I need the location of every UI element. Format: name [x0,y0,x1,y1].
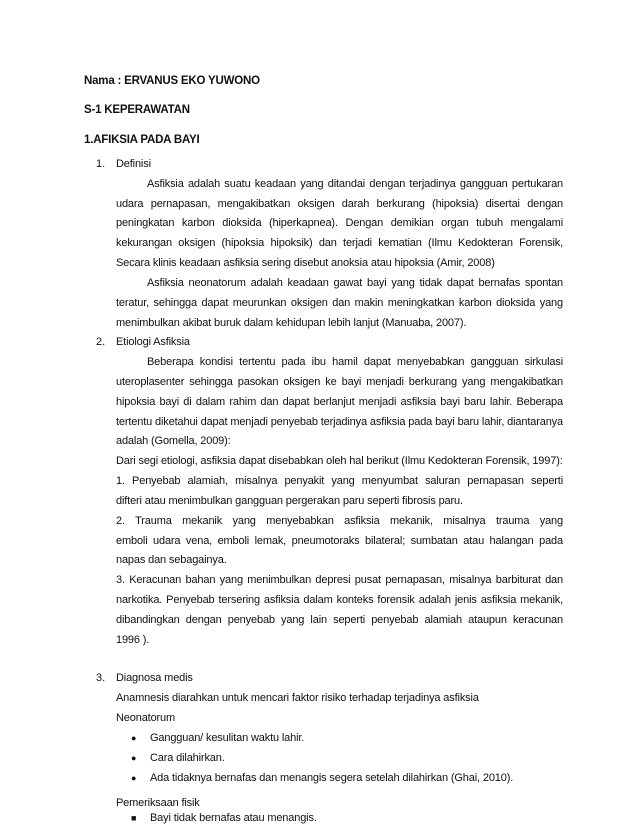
bullet-icon: ■ [131,813,137,823]
section-heading: Diagnosa medis [116,672,193,684]
paragraph-line: Asfiksia adalah suatu keadaan yang ditandai dengan terjadinya gangguan pertukaran [147,178,563,190]
paragraph-line: kekurangan oksigen (hipoksia hipoksik) dan terjadi kematian (Ilmu Kedokteran Forensik, [116,237,563,249]
paragraph-line: udara pernapasan, mengakibatkan oksigen darah berkurang (hipoksia) disertai dengan [116,198,563,210]
paragraph-line: adalah (Gomella, 2009): [116,435,231,447]
paragraph-line: difteri atau menimbulkan gangguan pergerakan paru seperti fibrosis paru. [116,495,463,507]
list-item: Ada tidaknya bernafas dan menangis segera setelah dilahirkan (Ghai, 2010). [150,772,514,784]
paragraph-line: 1. Penyebab alamiah, misalnya penyakit yang menyumbat saluran pernapasan seperti [116,475,563,487]
paragraph-line: teratur, sehingga dapat meurunkan oksigen dan makin meningkatkan karbon dioksida yang [116,297,563,309]
section-heading: Definisi [116,158,151,170]
bullet-icon: ● [131,753,137,763]
paragraph-line: Anamnesis diarahkan untuk mencari faktor risiko terhadap terjadinya asfiksia [116,692,479,704]
list-item: Gangguan/ kesulitan waktu lahir. [150,732,305,744]
paragraph-line: Asfiksia neonatorum adalah keadaan gawat bayi yang tidak dapat bernafas spontan [147,277,563,289]
paragraph-line: peningkatan karbon dioksida (hiperkapnea). Dengan demikian organ tubuh mengalami [116,217,563,229]
paragraph-line: emboli udara vena, emboli lemak, pneumotoraks bilateral; sumbatan atau halangan pada [116,535,563,547]
subheading: Pemeriksaan fisik [116,797,200,809]
section-number: 2. [96,336,106,348]
section-number: 1. [96,158,106,170]
paragraph-line: 3. Keracunan bahan yang menimbulkan depresi pusat pernapasan, misalnya barbiturat dan [116,574,563,586]
paragraph-line: Secara klinis keadaan asfiksia sering disebut anoksia atau hipoksia (Amir, 2008) [116,257,495,269]
section-number: 3. [96,672,106,684]
paragraph-line: uteroplasenter sehingga pasokan oksigen ke bayi menjadi berkurang yang mengakibatkan [116,376,563,388]
bullet-icon: ● [131,773,137,783]
document-title: 1.AFIKSIA PADA BAYI [84,134,200,146]
paragraph-line: narkotika. Penyebab tersering asfiksia dalam konteks forensik adalah jenis asfiksia mekanik, [116,594,563,606]
bullet-icon: ● [131,733,137,743]
paragraph-line: Beberapa kondisi tertentu pada ibu hamil dapat menyebabkan gangguan sirkulasi [147,356,563,368]
paragraph-line: napas dan sebagainya. [116,554,227,566]
student-name: Nama : ERVANUS EKO YUWONO [84,75,260,87]
list-item: Bayi tidak bernafas atau menangis. [150,812,317,824]
paragraph-line: 1996 ). [116,634,150,646]
paragraph-line: hipoksia bayi di dalam rahim dan dapat berlanjut menjadi asfiksia bayi baru lahir. Beberapa [116,396,563,408]
study-program: S-1 KEPERAWATAN [84,104,190,116]
subheading: Neonatorum [116,712,176,724]
paragraph-line: menimbulkan akibat buruk dalam kehidupan lebih lanjut (Manuaba, 2007). [116,317,467,329]
paragraph-line: 2. Trauma mekanik yang menyebabkan asfiksia mekanik, misalnya trauma yang [116,515,563,527]
paragraph-line: dibandingkan dengan penyebab yang lain seperti penyebab alamiah ataupun keracunan [116,614,563,626]
list-item: Cara dilahirkan. [150,752,225,764]
section-heading: Etiologi Asfiksia [116,336,190,348]
paragraph-line: Dari segi etiologi, asfiksia dapat disebabkan oleh hal berikut (Ilmu Kedokteran Forensik, 1997): [116,455,563,467]
paragraph-line: tertentu diketahui dapat menjadi penyebab terjadinya asfiksia pada bayi baru lahir, diantaranya [116,416,563,428]
